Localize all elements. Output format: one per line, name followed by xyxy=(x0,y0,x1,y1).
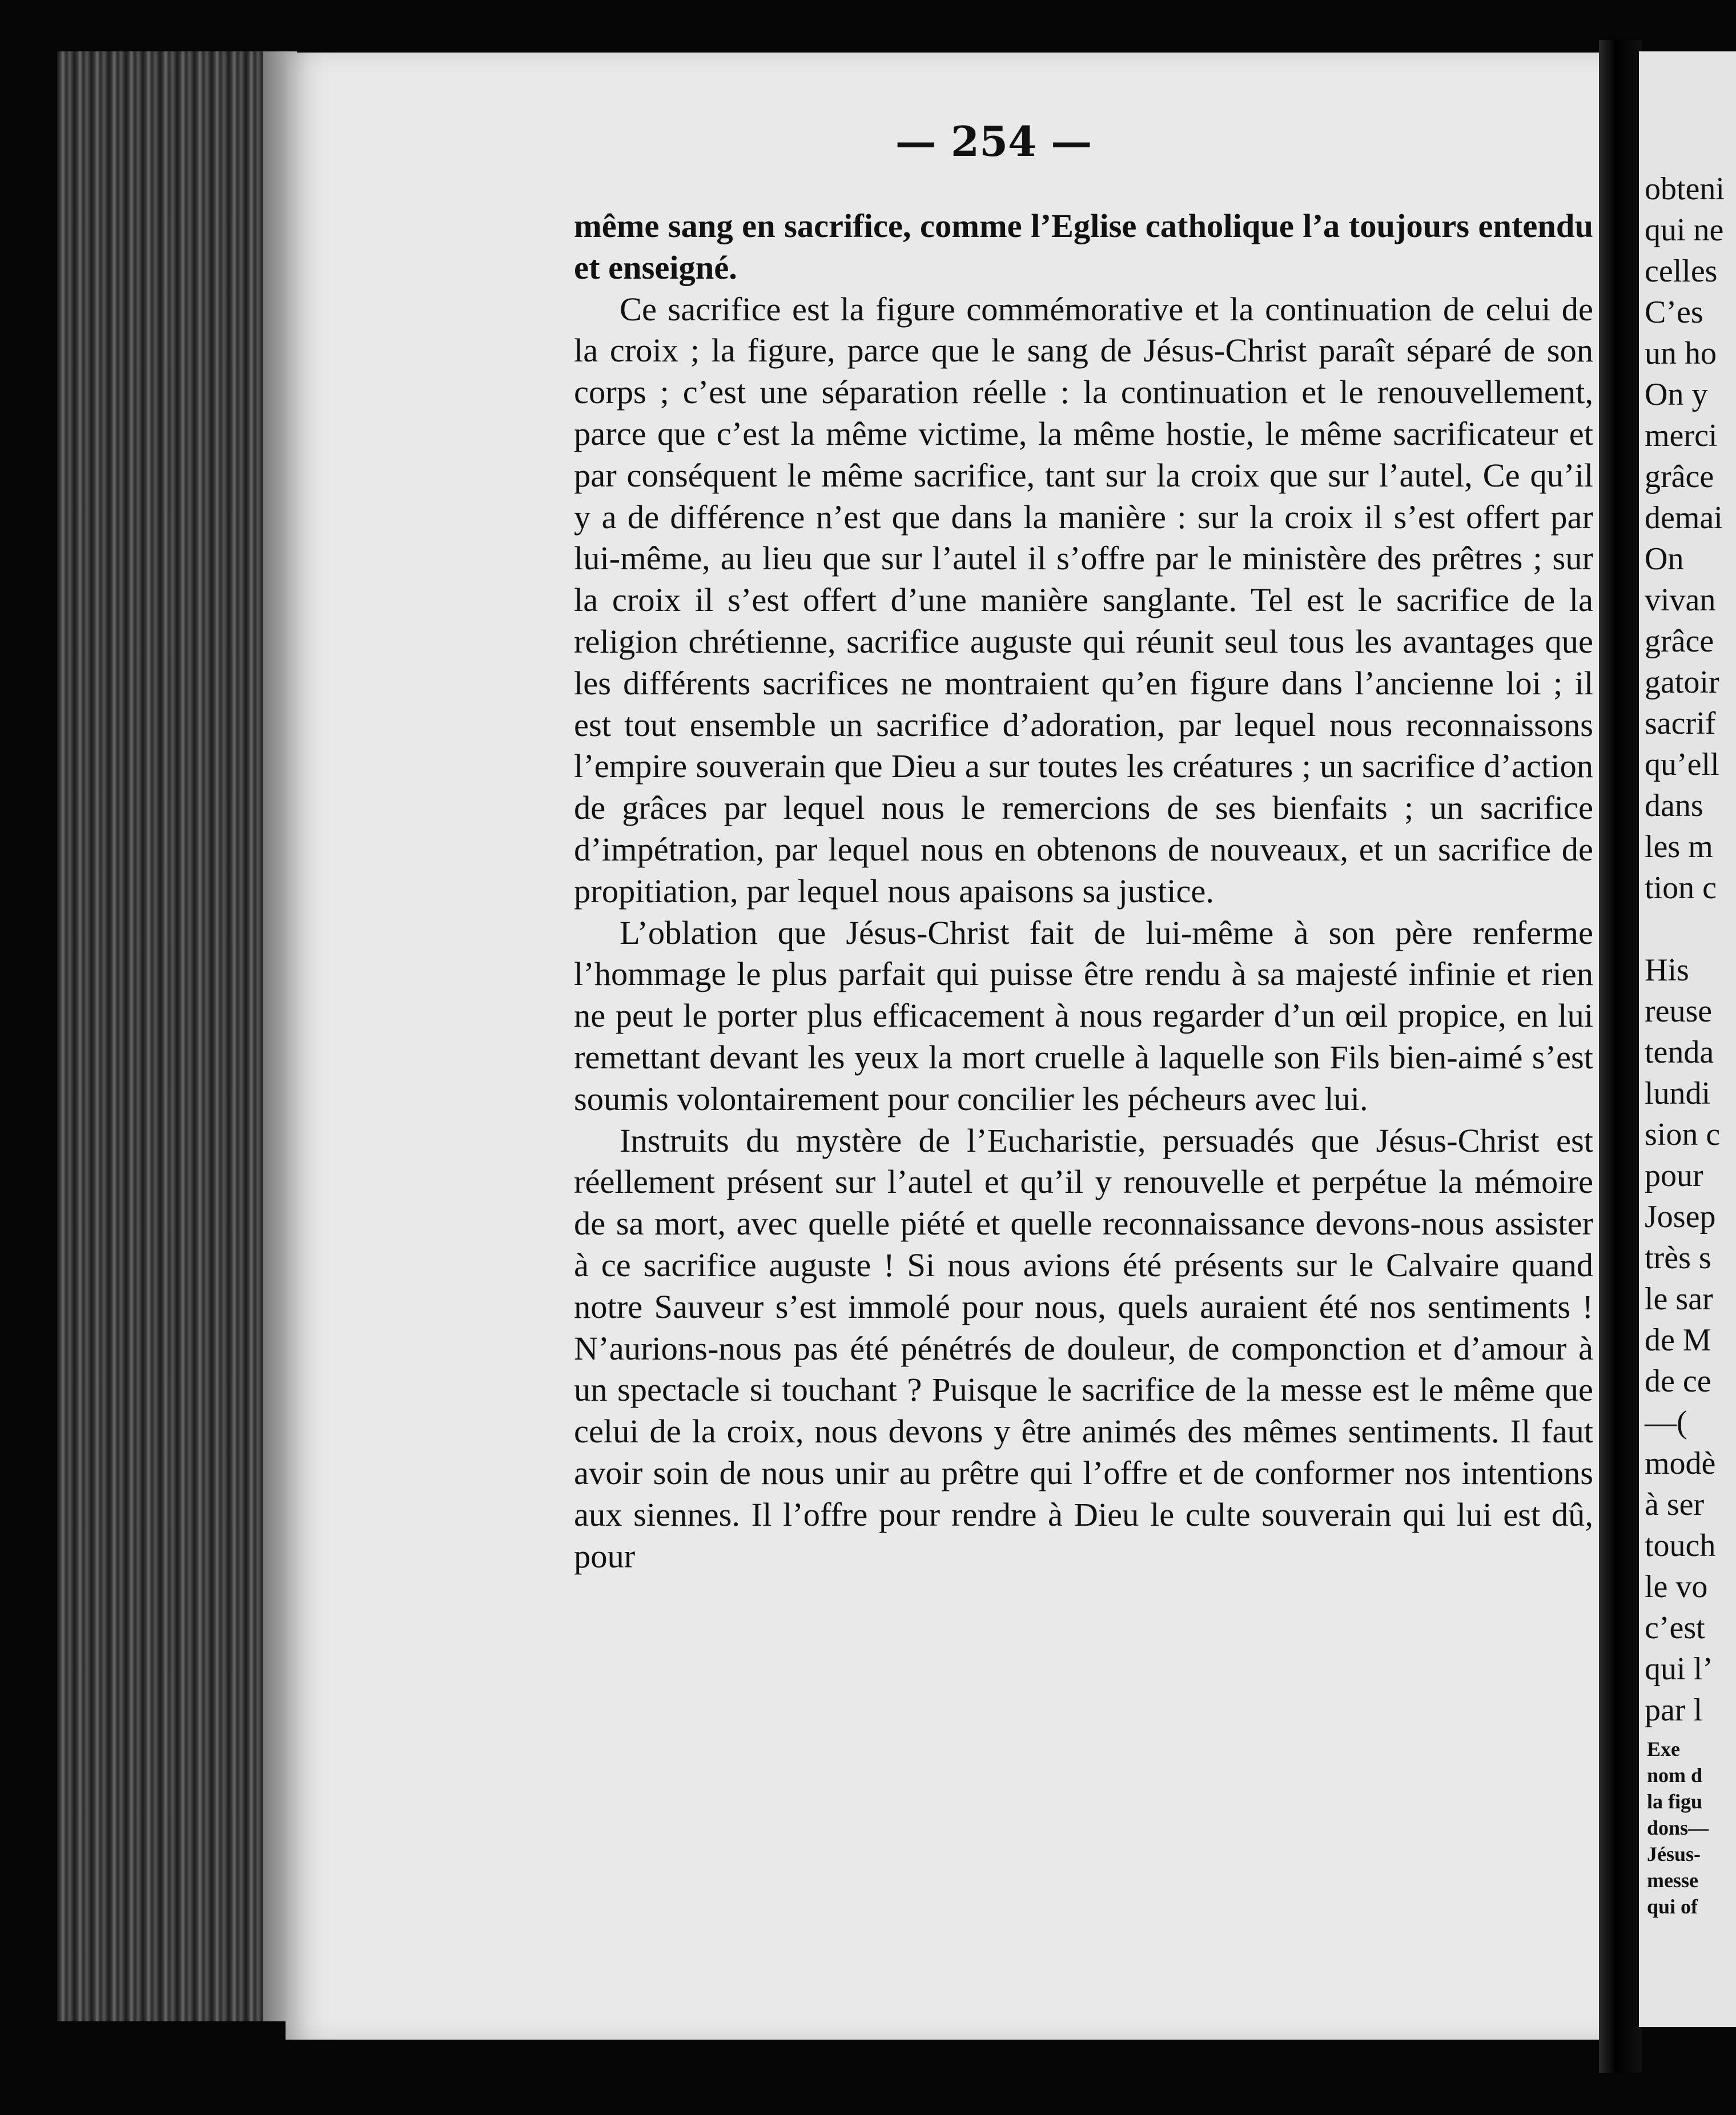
right-page-footnote-line: nom d xyxy=(1647,1764,1703,1787)
right-page-line: On xyxy=(1645,541,1684,577)
right-page-line: de ce xyxy=(1645,1364,1711,1399)
right-page-line xyxy=(1645,908,1725,950)
right-page-line: sacrif xyxy=(1645,706,1716,741)
right-page-line: Josep xyxy=(1645,1199,1716,1235)
right-page-footnote-line: qui of xyxy=(1647,1895,1698,1918)
right-page-line: dans xyxy=(1645,788,1703,823)
book-page-edges xyxy=(57,51,297,2021)
right-page-line: le sar xyxy=(1645,1281,1713,1317)
right-page-line: touch xyxy=(1645,1528,1716,1563)
right-page-line: sion c xyxy=(1645,1117,1721,1152)
right-page-line: obteni xyxy=(1645,171,1725,207)
right-page-fragment xyxy=(1639,51,1736,2027)
right-page-line: On y xyxy=(1645,377,1708,412)
right-page-line: grâce xyxy=(1645,459,1714,494)
right-page-line: reuse xyxy=(1645,994,1713,1029)
page-number: — 254 — xyxy=(895,117,1092,166)
paragraph-3: L’oblation que Jésus-Christ fait de lui-même à son père renferme l’hommage le plus parfait qui puisse être rendu à sa majesté infinie et rien ne peut le porter plus efficacement à nous regarder d’un œil propice, en lui remettant devant les yeux la mort cruelle à laquelle son Fils bien-aimé s’est soumis volontairement pour concilier les pécheurs avec lui. xyxy=(574,914,1593,1117)
paragraph-1: même sang en sacrifice, comme l’Eglise catholique l’a toujours entendu et enseigné. xyxy=(574,207,1593,286)
right-page-footnote-line: Jésus- xyxy=(1647,1843,1701,1865)
right-page-line: C’es xyxy=(1645,295,1703,330)
right-page-line: demai xyxy=(1645,500,1723,536)
right-page-line: —( xyxy=(1645,1405,1687,1440)
right-page-line: un ho xyxy=(1645,336,1717,371)
book-gutter xyxy=(1599,40,1642,2073)
right-page-line: tion c xyxy=(1645,870,1717,906)
right-page-line: qu’ell xyxy=(1645,747,1719,782)
right-page-line: le vo xyxy=(1645,1569,1708,1605)
right-page-footnote xyxy=(1647,1736,1709,1920)
right-page-text xyxy=(1645,168,1725,1731)
paragraph-2: Ce sacrifice est la figure commémorative et la continuation de celui de la croix ; la figure, parce que le sang de Jésus-Christ paraît séparé de son corps ; c’est une séparation réelle : la continuation et le renouvellement, parce que c’est la même victime, la même hostie, le même sacrificateur et par conséquent le même sacrifice, tant sur la croix que sur l’autel, Ce qu’il y a de différence n’est que dans la manière : sur la croix il s’est offert par lui-même, au lieu que sur l’autel il s’offre par le ministère des prêtres ; sur la croix il s’est offert d’une manière sanglante. Tel est le sacrifice de la religion chrétienne, sacrifice auguste qui réunit seul tous les avantages que les différents sacrifices ne montraient qu’en figure dans l’ancienne loi ; il est tout ensemble un sacrifice d’adoration, par lequel nous reconnaissons l’empire souverain que Dieu a sur toutes les créatures ; un sacrifice d’action de grâces par lequel nous le remercions de ses bienfaits ; un sacrifice d’impétration, par lequel nous en obtenons de nouveaux, et un sacrifice de propitiation, par lequel nous apaisons sa justice. xyxy=(574,290,1593,910)
right-page-footnote-line: la figu xyxy=(1647,1790,1703,1813)
right-page-line: vivan xyxy=(1645,582,1716,618)
right-page-line: merci xyxy=(1645,418,1718,453)
right-page-line: qui l’ xyxy=(1645,1651,1713,1687)
right-page-line: modè xyxy=(1645,1446,1716,1481)
right-page-footnote-line: messe xyxy=(1647,1869,1698,1892)
right-page-line: à ser xyxy=(1645,1487,1705,1522)
right-page-line: de M xyxy=(1645,1322,1711,1358)
right-page-line: les m xyxy=(1645,829,1713,865)
right-page-line: c’est xyxy=(1645,1610,1705,1646)
page-body-text xyxy=(574,206,1593,1577)
paragraph-4: Instruits du mystère de l’Eucharistie, persuadés que Jésus-Christ est réellement présent sur l’autel et qu’il y renouvelle et perpétue la mémoire de sa mort, avec quelle piété et quelle reconnaissance devons-nous assister à ce sacrifice auguste ! Si nous avions été présents sur le Calvaire quand notre Sauveur s’est immolé pour nous, quels auraient été nos sentiments ! N’aurions-nous pas été pénétrés de douleur, de componction et d’amour à un spectacle si touchant ? Puisque le sacrifice de la messe est le même que celui de la croix, nous devons y être animés des mêmes sentiments. Il faut avoir soin de nous unir au prêtre qui l’offre et de conformer nos intentions aux siennes. Il l’offre pour rendre à Dieu le culte souverain qui lui est dû, pour xyxy=(574,1121,1593,1575)
right-page-footnote-line: Exe xyxy=(1647,1738,1680,1760)
right-page-line: celles xyxy=(1645,254,1718,289)
right-page-line: grâce xyxy=(1645,624,1714,659)
right-page-line: gatoir xyxy=(1645,665,1719,700)
right-page-line: très s xyxy=(1645,1240,1711,1276)
right-page-line: His xyxy=(1645,952,1689,988)
right-page-line: lundi xyxy=(1645,1076,1711,1111)
right-page-line: tenda xyxy=(1645,1035,1714,1070)
right-page-line: par l xyxy=(1645,1692,1703,1728)
right-page-line: qui ne xyxy=(1645,212,1724,248)
right-page-footnote-line: dons— xyxy=(1647,1816,1709,1839)
right-page-line: pour xyxy=(1645,1158,1703,1193)
